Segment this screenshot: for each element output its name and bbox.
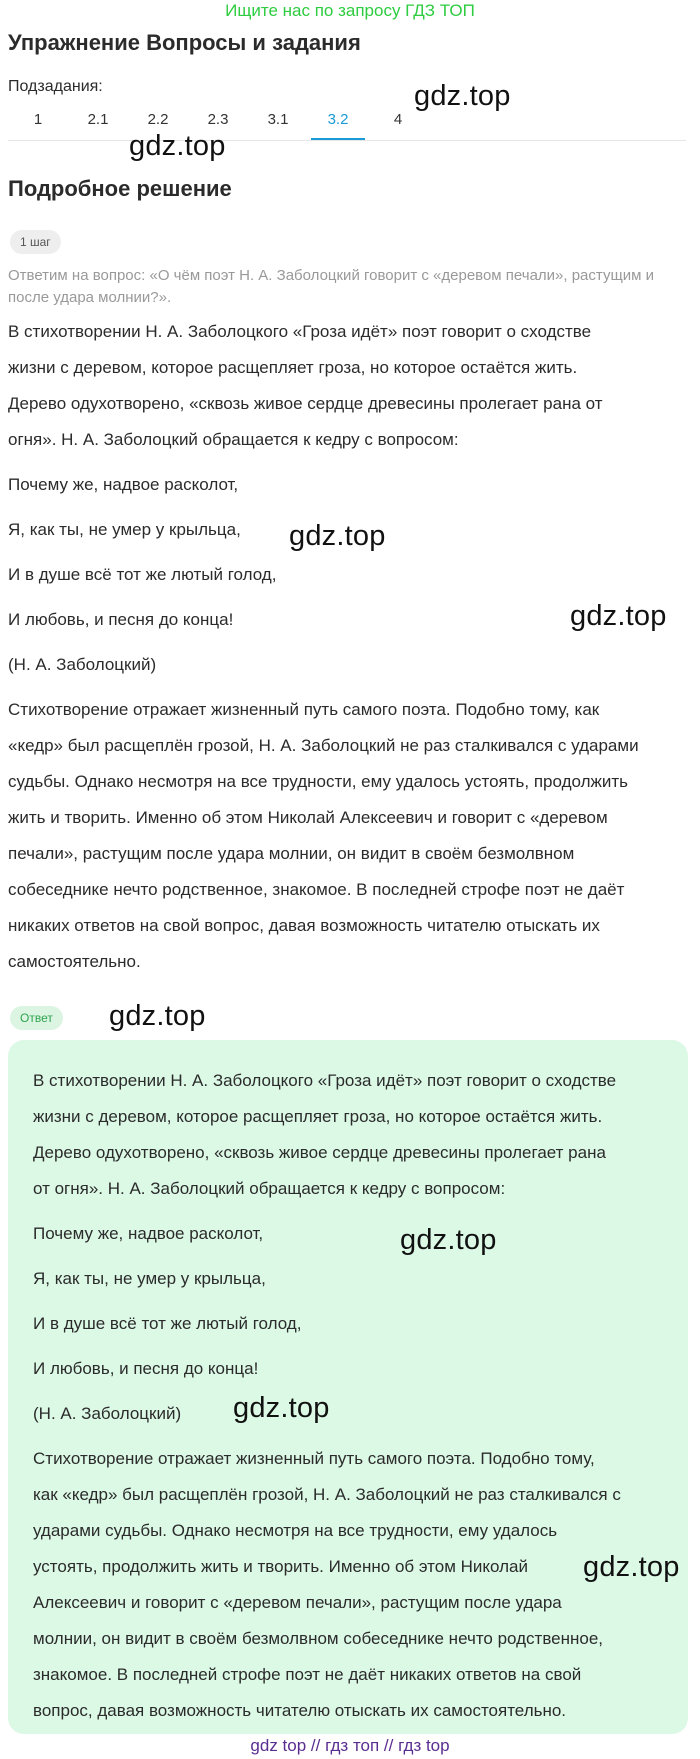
solution-title: Подробное решение: [8, 176, 232, 201]
subtask-tab[interactable]: 1: [33, 111, 43, 128]
answer-line: устоять, продолжить жить и творить. Именно об этом Николай: [33, 1557, 528, 1576]
poem-line: Я, как ты, не умер у крыльца,: [33, 1269, 266, 1288]
answer-line: Стихотворение отражает жизненный путь самого поэта. Подобно тому,: [33, 1449, 595, 1468]
solution-line: огня». Н. А. Заболоцкий обращается к кедру с вопросом:: [8, 430, 459, 449]
answer-intro: [33, 1063, 673, 1207]
search-banner: Ищите нас по запросу ГДЗ ТОП: [225, 1, 475, 20]
poem-line: И любовь, и песня до конца!: [33, 1359, 259, 1378]
subtasks-label: Подзадания:: [8, 78, 103, 95]
subtask-tab-active[interactable]: 3.2: [308, 108, 368, 140]
answer-line: ударами судьбы. Однако несмотря на все трудности, ему удалось: [33, 1521, 558, 1540]
solution-line: печали», растущим после удара молнии, он видит в своём безмолвном: [8, 844, 575, 863]
poem-line: И любовь, и песня до конца!: [8, 610, 234, 629]
poem-line: И в душе всё тот же лютый голод,: [8, 565, 277, 584]
watermark: gdz.top: [414, 80, 511, 112]
answer-line: молнии, он видит в своём безмолвном собеседнике нечто родственное,: [33, 1629, 604, 1648]
watermark: gdz.top: [109, 1000, 206, 1032]
answer-line: В стихотворении Н. А. Заболоцкого «Гроза идёт» поэт говорит о сходстве: [33, 1071, 617, 1090]
solution-line: жизни с деревом, которое расщепляет гроза, но которое остаётся жить.: [8, 358, 578, 377]
page-title: Упражнение Вопросы и задания: [8, 30, 361, 55]
footer-links[interactable]: gdz top // гдз топ // гдз top: [250, 1736, 450, 1755]
solution-line: «кедр» был расщеплён грозой, Н. А. Заболоцкий не раз сталкивался с ударами: [8, 736, 639, 755]
watermark: gdz.top: [233, 1392, 330, 1424]
poem-line: Почему же, надвое расколот,: [8, 475, 239, 494]
solution-intro: [8, 314, 690, 458]
watermark: gdz.top: [289, 520, 386, 552]
step-badge: 1 шаг: [10, 230, 61, 254]
poem-line: Почему же, надвое расколот,: [33, 1224, 264, 1243]
subtask-tab[interactable]: 2.1: [87, 111, 109, 128]
poem-line: Я, как ты, не умер у крыльца,: [8, 520, 241, 539]
poem-line: И в душе всё тот же лютый голод,: [33, 1314, 302, 1333]
answer-badge: Ответ: [10, 1006, 63, 1030]
subtask-tab[interactable]: 2.3: [207, 111, 229, 128]
subtask-tab[interactable]: 3.1: [267, 111, 289, 128]
tabs-divider: [8, 140, 686, 141]
answer-line: вопрос, давая возможность читателю отыскать их самостоятельно.: [33, 1701, 567, 1720]
answer-line: от огня». Н. А. Заболоцкий обращается к кедру с вопросом:: [33, 1179, 506, 1198]
watermark: gdz.top: [570, 600, 667, 632]
solution-line: Стихотворение отражает жизненный путь самого поэта. Подобно тому, как: [8, 700, 600, 719]
watermark: gdz.top: [400, 1224, 497, 1256]
solution-line: собеседнике нечто родственное, знакомое. В последней строфе поэт не даёт: [8, 880, 625, 899]
watermark: gdz.top: [129, 130, 226, 162]
solution-line: жить и творить. Именно об этом Николай Алексеевич и говорит с «деревом: [8, 808, 608, 827]
question-text: Ответим на вопрос: «О чём поэт Н. А. Заболоцкий говорит с «деревом печали», растущим и после удара молнии?».: [8, 267, 655, 306]
solution-line: никаких ответов на свой вопрос, давая возможность читателю отыскать их: [8, 916, 600, 935]
answer-line: знакомое. В последней строфе поэт не даёт никаких ответов на свой: [33, 1665, 582, 1684]
solution-line: Дерево одухотворено, «сквозь живое сердце древесины пролегает рана от: [8, 394, 603, 413]
poem-author: (Н. А. Заболоцкий): [33, 1404, 182, 1423]
subtask-tab[interactable]: 2.2: [147, 111, 169, 128]
solution-poem: [8, 467, 690, 692]
solution-conclusion: [8, 692, 690, 980]
solution-line: В стихотворении Н. А. Заболоцкого «Гроза идёт» поэт говорит о сходстве: [8, 322, 592, 341]
answer-line: жизни с деревом, которое расщепляет гроза, но которое остаётся жить.: [33, 1107, 603, 1126]
watermark: gdz.top: [583, 1551, 680, 1583]
poem-author: (Н. А. Заболоцкий): [8, 655, 157, 674]
answer-conclusion: [33, 1441, 673, 1729]
answer-line: как «кедр» был расщеплён грозой, Н. А. Заболоцкий не раз сталкивался с: [33, 1485, 621, 1504]
subtask-tabs: [8, 108, 428, 140]
subtask-tab[interactable]: 4: [393, 111, 403, 128]
answer-poem: [33, 1216, 673, 1441]
solution-line: самостоятельно.: [8, 952, 141, 971]
answer-line: Дерево одухотворено, «сквозь живое сердце древесины пролегает рана: [33, 1143, 606, 1162]
solution-line: судьбы. Однако несмотря на все трудности, ему удалось устоять, продолжить: [8, 772, 629, 791]
answer-line: Алексеевич и говорит с «деревом печали», растущим после удара: [33, 1593, 562, 1612]
